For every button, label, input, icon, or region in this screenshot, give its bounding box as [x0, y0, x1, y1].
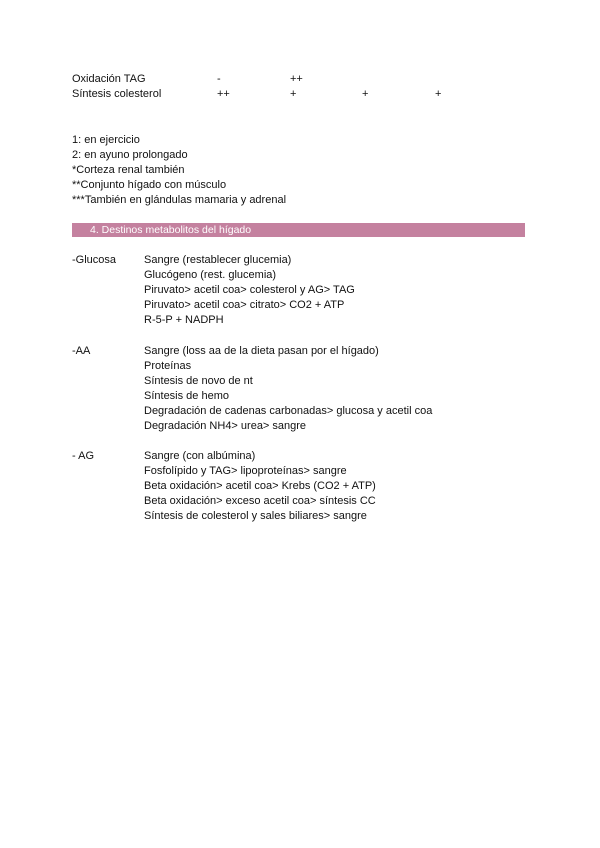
list-item: Degradación NH4> urea> sangre — [144, 420, 307, 432]
section-heading: 4. Destinos metabolitos del hígado — [90, 224, 252, 236]
footnote: 2: en ayuno prolongado — [72, 149, 188, 161]
footnote: 1: en ejercicio — [72, 134, 140, 146]
footnote: **Conjunto hígado con músculo — [72, 179, 227, 191]
list-item: Piruvato> acetil coa> citrato> CO2 + ATP — [144, 299, 345, 311]
list-item: R-5-P + NADPH — [144, 314, 224, 326]
list-item: Sangre (con albúmina) — [144, 450, 256, 462]
footnote: *Corteza renal también — [72, 164, 185, 176]
row-value: ++ — [290, 73, 303, 85]
list-item: Síntesis de hemo — [144, 390, 229, 402]
list-item: Proteínas — [144, 360, 192, 372]
list-item: Beta oxidación> exceso acetil coa> síntesis CC — [144, 495, 376, 507]
row-value: + — [362, 88, 369, 100]
list-item: Sangre (loss aa de la dieta pasan por el hígado) — [144, 345, 379, 357]
list-item: Sangre (restablecer glucemia) — [144, 254, 292, 266]
row-value: ++ — [217, 88, 230, 100]
footnote: ***También en glándulas mamaria y adrenal — [72, 194, 287, 206]
list-item: Degradación de cadenas carbonadas> glucosa y acetil coa — [144, 405, 433, 417]
section-label-glucosa: -Glucosa — [72, 254, 117, 266]
list-item: Piruvato> acetil coa> colesterol y AG> TAG — [144, 284, 355, 296]
row-value: + — [435, 88, 442, 100]
list-item: Beta oxidación> acetil coa> Krebs (CO2 + ATP) — [144, 480, 376, 492]
section-heading-banner — [72, 223, 525, 237]
row-label: Síntesis colesterol — [72, 88, 162, 100]
section-label-aa: -AA — [72, 345, 91, 357]
section-label-ag: - AG — [72, 450, 95, 462]
list-item: Síntesis de novo de nt — [144, 375, 253, 387]
row-value: + — [290, 88, 297, 100]
row-label: Oxidación TAG — [72, 73, 146, 85]
row-value: - — [217, 73, 221, 85]
list-item: Fosfolípido y TAG> lipoproteínas> sangre — [144, 465, 347, 477]
list-item: Glucógeno (rest. glucemia) — [144, 269, 277, 281]
list-item: Síntesis de colesterol y sales biliares> sangre — [144, 510, 367, 522]
